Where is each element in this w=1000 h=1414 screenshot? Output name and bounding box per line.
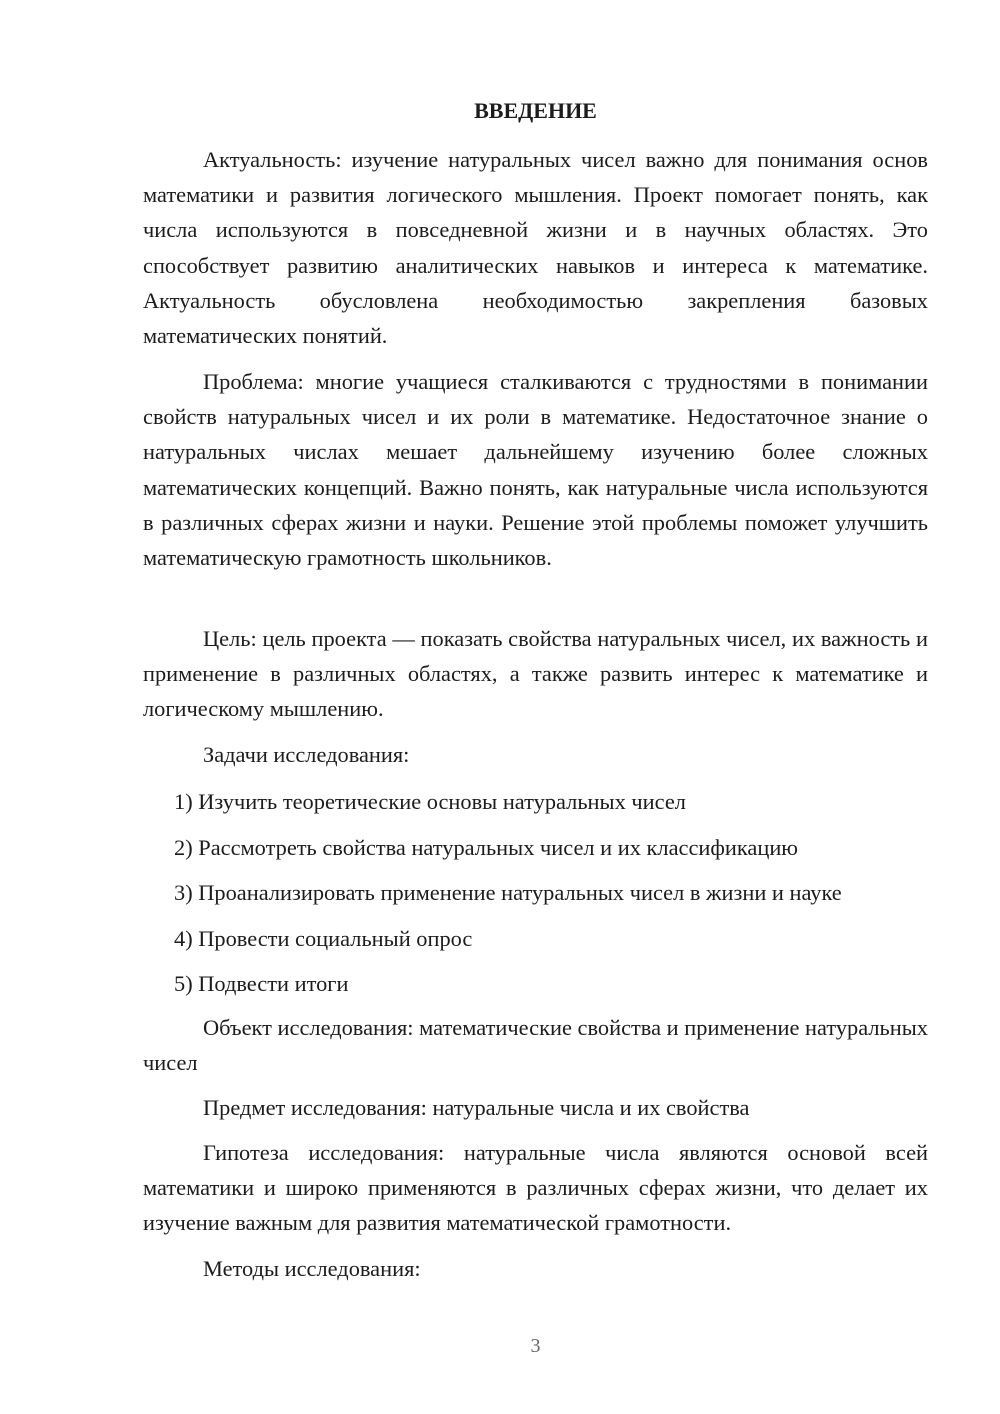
hypothesis-paragraph: Гипотеза исследования: натуральные числа являются основой всей математики и широко применяются в различных сферах жизни, что делает их изучение важным для развития математической грамотности.: [143, 1140, 928, 1236]
problem-paragraph: Проблема: многие учащиеся сталкиваются с трудностями в понимании свойств натуральных чисел и их роли в математике. Недостаточное знание о натуральных числах мешает дальнейшему изучению более сложных математических концепций. Важно понять, как натуральные числа используются в различных сферах жизни и науки. Решение этой проблемы поможет улучшить математическую грамотность школьников.: [143, 369, 928, 571]
task-item: 1) Изучить теоретические основы натуральных чисел: [174, 789, 686, 814]
task-item: 3) Проанализировать применение натуральных чисел в жизни и науке: [174, 880, 842, 905]
page-number: 3: [530, 1335, 541, 1357]
relevance-paragraph: Актуальность: изучение натуральных чисел важно для понимания основ математики и развития логического мышления. Проект помогает понять, как числа используются в повседневной жизни и в научных областях. Это способствует развитию аналитических навыков и интереса к математике. Актуальность обусловлена необходимостью закрепления базовых математических понятий.: [143, 147, 928, 349]
task-item: 2) Рассмотреть свойства натуральных чисел и их классификацию: [174, 834, 799, 860]
task-item: 4) Провести социальный опрос: [174, 925, 473, 951]
object-paragraph: Объект исследования: математические свойства и применение натуральных чисел: [143, 1015, 928, 1076]
methods-heading: Методы исследования:: [203, 1256, 421, 1281]
tasks-heading: Задачи исследования:: [203, 742, 410, 767]
document-page: [143, 0, 928, 1414]
tasks-list: [174, 784, 842, 1012]
task-item: 5) Подвести итоги: [174, 971, 349, 996]
goal-paragraph: Цель: цель проекта — показать свойства натуральных чисел, их важность и применение в различных областях, а также развить интерес к математике и логическому мышлению.: [143, 626, 928, 722]
section-heading: ВВЕДЕНИЕ: [474, 98, 597, 123]
subject-paragraph: Предмет исследования: натуральные числа и их свойства: [203, 1095, 750, 1120]
